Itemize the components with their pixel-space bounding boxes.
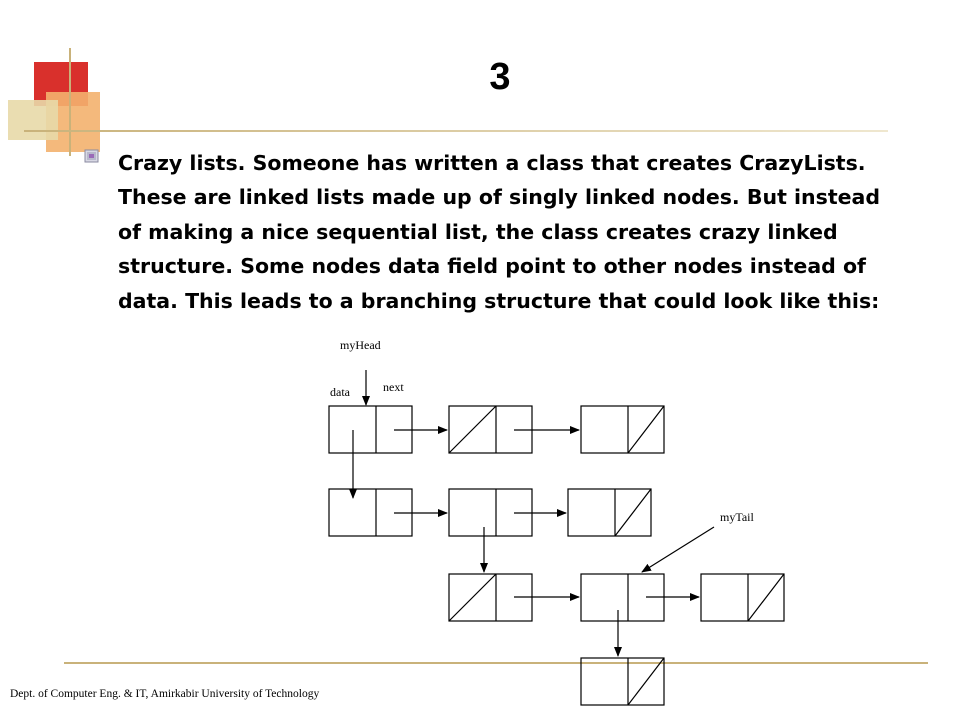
- footer-text: Dept. of Computer Eng. & IT, Amirkabir University of Technology: [10, 688, 320, 700]
- next-label: next: [383, 380, 404, 394]
- my-tail-label: myTail: [720, 510, 754, 524]
- node-r2-3-null-next: [568, 489, 651, 536]
- slide-title: 3: [489, 56, 511, 98]
- node-r1-3-null-next: [581, 406, 664, 453]
- tail-pointer-arrow: [642, 527, 714, 572]
- my-head-label: myHead: [340, 338, 381, 352]
- body-paragraph: Crazy lists. Someone has written a class that creates CrazyLists. These are linked lists made up of singly linked nodes. But instead of making a nice sequential list, the class creates crazy linked structure. Some nodes data field point to other nodes instead of data. This leads to a branching structure that could look like this:: [118, 151, 881, 313]
- node-r4-1-null-next: [581, 658, 664, 705]
- node-r3-3-null-next: [701, 574, 784, 621]
- data-label: data: [330, 385, 350, 399]
